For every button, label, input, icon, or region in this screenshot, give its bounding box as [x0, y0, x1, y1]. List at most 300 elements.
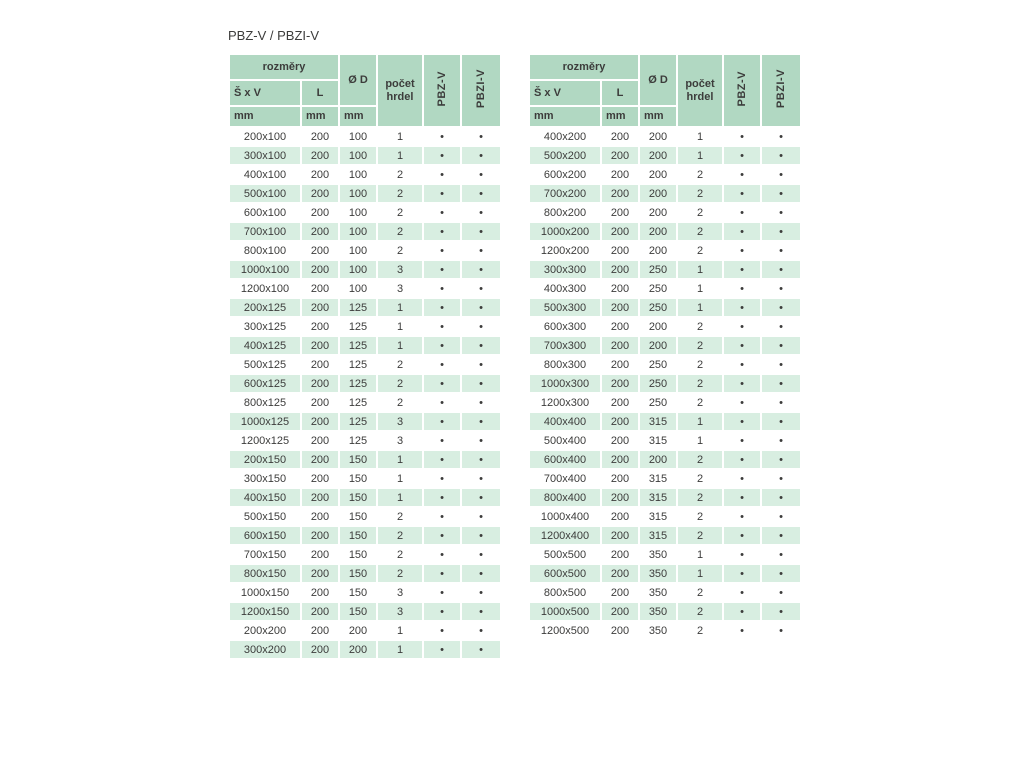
cell-pocet-hrdel: 3 — [377, 431, 423, 450]
cell-sxv: 400x400 — [529, 412, 601, 431]
cell-pocet-hrdel: 1 — [677, 260, 723, 279]
cell-l: 200 — [301, 336, 339, 355]
unit-mm-l: mm — [301, 106, 339, 127]
table-row — [229, 469, 501, 488]
header-rozmery: rozměry — [529, 54, 639, 80]
cell-pbziv-dot: • — [461, 298, 501, 317]
cell-l: 200 — [601, 526, 639, 545]
cell-sxv: 400x300 — [529, 279, 601, 298]
cell-l: 200 — [601, 127, 639, 146]
table-row — [529, 393, 801, 412]
cell-sxv: 400x100 — [229, 165, 301, 184]
cell-sxv: 1000x150 — [229, 583, 301, 602]
cell-sxv: 1200x300 — [529, 393, 601, 412]
cell-pbziv-dot: • — [461, 602, 501, 621]
cell-pbzv-dot: • — [723, 393, 761, 412]
cell-l: 200 — [301, 127, 339, 146]
cell-pbziv-dot: • — [761, 203, 801, 222]
header-diameter: Ø D — [639, 54, 677, 106]
cell-pbziv-dot: • — [761, 241, 801, 260]
cell-sxv: 600x200 — [529, 165, 601, 184]
cell-l: 200 — [601, 146, 639, 165]
cell-sxv: 700x400 — [529, 469, 601, 488]
cell-diameter: 350 — [639, 564, 677, 583]
table-row — [229, 545, 501, 564]
cell-pbzv-dot: • — [723, 279, 761, 298]
cell-l: 200 — [301, 431, 339, 450]
cell-pbzv-dot: • — [723, 317, 761, 336]
cell-l: 200 — [301, 450, 339, 469]
cell-pbzv-dot: • — [723, 374, 761, 393]
table-row — [229, 241, 501, 260]
table-row — [529, 127, 801, 146]
cell-pbzv-dot: • — [423, 507, 461, 526]
cell-pocet-hrdel: 1 — [377, 488, 423, 507]
cell-sxv: 500x300 — [529, 298, 601, 317]
header-diameter: Ø D — [339, 54, 377, 106]
cell-diameter: 100 — [339, 165, 377, 184]
cell-pbziv-dot: • — [761, 450, 801, 469]
cell-pocet-hrdel: 2 — [677, 165, 723, 184]
cell-diameter: 200 — [639, 146, 677, 165]
cell-pbziv-dot: • — [461, 450, 501, 469]
cell-diameter: 100 — [339, 203, 377, 222]
cell-diameter: 315 — [639, 469, 677, 488]
cell-diameter: 200 — [639, 165, 677, 184]
cell-diameter: 315 — [639, 488, 677, 507]
cell-pocet-hrdel: 2 — [677, 488, 723, 507]
cell-diameter: 150 — [339, 488, 377, 507]
cell-diameter: 200 — [639, 450, 677, 469]
unit-mm-l: mm — [601, 106, 639, 127]
cell-sxv: 1000x300 — [529, 374, 601, 393]
cell-pbzv-dot: • — [423, 526, 461, 545]
cell-l: 200 — [301, 355, 339, 374]
cell-pocet-hrdel: 2 — [677, 621, 723, 640]
cell-pocet-hrdel: 2 — [377, 564, 423, 583]
cell-l: 200 — [301, 203, 339, 222]
cell-pocet-hrdel: 2 — [677, 184, 723, 203]
cell-pbziv-dot: • — [461, 127, 501, 146]
cell-diameter: 150 — [339, 450, 377, 469]
cell-l: 200 — [301, 260, 339, 279]
cell-pbzv-dot: • — [423, 355, 461, 374]
cell-sxv: 800x125 — [229, 393, 301, 412]
cell-pbziv-dot: • — [761, 526, 801, 545]
cell-pocet-hrdel: 2 — [677, 355, 723, 374]
table-row — [529, 602, 801, 621]
cell-l: 200 — [601, 241, 639, 260]
cell-diameter: 250 — [639, 393, 677, 412]
cell-sxv: 1000x200 — [529, 222, 601, 241]
table-row — [529, 412, 801, 431]
cell-pbziv-dot: • — [461, 412, 501, 431]
cell-pocet-hrdel: 3 — [377, 260, 423, 279]
cell-pbzv-dot: • — [723, 412, 761, 431]
cell-l: 200 — [301, 545, 339, 564]
cell-pocet-hrdel: 2 — [377, 526, 423, 545]
cell-pbziv-dot: • — [461, 222, 501, 241]
cell-sxv: 600x125 — [229, 374, 301, 393]
cell-diameter: 250 — [639, 279, 677, 298]
cell-pocet-hrdel: 2 — [677, 393, 723, 412]
table-row — [529, 469, 801, 488]
cell-diameter: 100 — [339, 279, 377, 298]
cell-diameter: 250 — [639, 374, 677, 393]
cell-pbzv-dot: • — [423, 545, 461, 564]
cell-sxv: 1000x100 — [229, 260, 301, 279]
cell-l: 200 — [601, 412, 639, 431]
cell-pbziv-dot: • — [461, 507, 501, 526]
cell-pbziv-dot: • — [761, 355, 801, 374]
cell-pbzv-dot: • — [423, 336, 461, 355]
cell-diameter: 100 — [339, 260, 377, 279]
cell-sxv: 500x500 — [529, 545, 601, 564]
cell-pbziv-dot: • — [461, 203, 501, 222]
cell-pbziv-dot: • — [461, 279, 501, 298]
table-row — [529, 260, 801, 279]
cell-pbzv-dot: • — [423, 146, 461, 165]
cell-l: 200 — [601, 488, 639, 507]
cell-pbziv-dot: • — [761, 146, 801, 165]
cell-pbzv-dot: • — [423, 469, 461, 488]
cell-diameter: 200 — [639, 222, 677, 241]
cell-pbziv-dot: • — [461, 146, 501, 165]
cell-l: 200 — [601, 355, 639, 374]
cell-l: 200 — [301, 165, 339, 184]
table-row — [529, 241, 801, 260]
cell-diameter: 100 — [339, 184, 377, 203]
cell-sxv: 800x200 — [529, 203, 601, 222]
cell-pbzv-dot: • — [423, 184, 461, 203]
cell-sxv: 700x100 — [229, 222, 301, 241]
header-l: L — [601, 80, 639, 106]
cell-pbzv-dot: • — [423, 393, 461, 412]
cell-pocet-hrdel: 1 — [377, 127, 423, 146]
table-row — [229, 640, 501, 659]
table-row — [229, 431, 501, 450]
table-row — [229, 583, 501, 602]
table-header — [229, 54, 501, 127]
cell-pbziv-dot: • — [761, 507, 801, 526]
cell-l: 200 — [601, 374, 639, 393]
cell-pbzv-dot: • — [723, 241, 761, 260]
cell-pocet-hrdel: 3 — [377, 583, 423, 602]
cell-pbzv-dot: • — [723, 355, 761, 374]
cell-pocet-hrdel: 2 — [377, 222, 423, 241]
cell-pocet-hrdel: 1 — [677, 545, 723, 564]
cell-sxv: 1000x125 — [229, 412, 301, 431]
cell-diameter: 315 — [639, 507, 677, 526]
cell-sxv: 700x300 — [529, 336, 601, 355]
cell-diameter: 100 — [339, 241, 377, 260]
cell-pocet-hrdel: 2 — [677, 317, 723, 336]
cell-pbziv-dot: • — [461, 583, 501, 602]
table-row — [229, 127, 501, 146]
cell-pbzv-dot: • — [423, 241, 461, 260]
cell-sxv: 300x125 — [229, 317, 301, 336]
cell-diameter: 200 — [639, 336, 677, 355]
cell-pbziv-dot: • — [761, 298, 801, 317]
cell-l: 200 — [601, 545, 639, 564]
cell-pocet-hrdel: 2 — [677, 583, 723, 602]
cell-diameter: 150 — [339, 564, 377, 583]
cell-l: 200 — [301, 564, 339, 583]
cell-pocet-hrdel: 1 — [677, 279, 723, 298]
cell-pocet-hrdel: 2 — [677, 241, 723, 260]
cell-l: 200 — [301, 583, 339, 602]
cell-l: 200 — [301, 184, 339, 203]
cell-pbziv-dot: • — [461, 165, 501, 184]
cell-pocet-hrdel: 1 — [677, 412, 723, 431]
table-row — [229, 507, 501, 526]
cell-pocet-hrdel: 2 — [677, 336, 723, 355]
cell-pbzv-dot: • — [723, 450, 761, 469]
table-row — [529, 222, 801, 241]
cell-pocet-hrdel: 2 — [677, 374, 723, 393]
cell-pocet-hrdel: 1 — [677, 431, 723, 450]
cell-sxv: 600x500 — [529, 564, 601, 583]
cell-pbziv-dot: • — [761, 374, 801, 393]
cell-pbziv-dot: • — [461, 374, 501, 393]
cell-sxv: 400x200 — [529, 127, 601, 146]
cell-pbziv-dot: • — [761, 412, 801, 431]
cell-pbzv-dot: • — [423, 621, 461, 640]
cell-pbzv-dot: • — [423, 203, 461, 222]
cell-diameter: 125 — [339, 336, 377, 355]
table-row — [229, 602, 501, 621]
header-sxv: Š x V — [229, 80, 301, 106]
cell-sxv: 500x150 — [229, 507, 301, 526]
cell-l: 200 — [301, 317, 339, 336]
table-row — [529, 336, 801, 355]
cell-l: 200 — [301, 621, 339, 640]
cell-l: 200 — [601, 222, 639, 241]
table-row — [529, 583, 801, 602]
cell-pbzv-dot: • — [723, 526, 761, 545]
cell-pbziv-dot: • — [761, 127, 801, 146]
header-pbzv — [723, 54, 761, 127]
cell-diameter: 350 — [639, 621, 677, 640]
unit-mm-od: mm — [639, 106, 677, 127]
cell-pocet-hrdel: 2 — [377, 203, 423, 222]
cell-l: 200 — [601, 583, 639, 602]
cell-diameter: 250 — [639, 260, 677, 279]
cell-pbziv-dot: • — [761, 393, 801, 412]
cell-pocet-hrdel: 2 — [677, 526, 723, 545]
cell-sxv: 1000x500 — [529, 602, 601, 621]
cell-diameter: 125 — [339, 317, 377, 336]
cell-sxv: 300x300 — [529, 260, 601, 279]
cell-pbziv-dot: • — [461, 545, 501, 564]
table-row — [229, 165, 501, 184]
cell-pbziv-dot: • — [461, 564, 501, 583]
table-row — [229, 317, 501, 336]
cell-pbziv-dot: • — [461, 393, 501, 412]
cell-pocet-hrdel: 2 — [677, 469, 723, 488]
table-row — [529, 165, 801, 184]
cell-pbzv-dot: • — [423, 127, 461, 146]
cell-pbziv-dot: • — [461, 317, 501, 336]
cell-pbzv-dot: • — [723, 431, 761, 450]
cell-l: 200 — [301, 602, 339, 621]
cell-pbzv-dot: • — [423, 602, 461, 621]
table-header — [529, 54, 801, 127]
cell-sxv: 600x400 — [529, 450, 601, 469]
cell-sxv: 700x150 — [229, 545, 301, 564]
table-row — [229, 526, 501, 545]
cell-pbzv-dot: • — [423, 431, 461, 450]
cell-pbziv-dot: • — [761, 279, 801, 298]
unit-mm-od: mm — [339, 106, 377, 127]
cell-diameter: 150 — [339, 602, 377, 621]
cell-pocet-hrdel: 1 — [377, 336, 423, 355]
cell-diameter: 350 — [639, 545, 677, 564]
cell-l: 200 — [601, 260, 639, 279]
cell-pbzv-dot: • — [423, 412, 461, 431]
cell-pbziv-dot: • — [761, 222, 801, 241]
cell-pocet-hrdel: 1 — [377, 469, 423, 488]
cell-sxv: 600x300 — [529, 317, 601, 336]
cell-diameter: 125 — [339, 374, 377, 393]
cell-sxv: 400x125 — [229, 336, 301, 355]
cell-pbzv-dot: • — [423, 165, 461, 184]
header-l: L — [301, 80, 339, 106]
cell-pocet-hrdel: 1 — [677, 298, 723, 317]
cell-pbziv-dot: • — [461, 640, 501, 659]
table-row — [529, 203, 801, 222]
cell-pbzv-dot: • — [423, 298, 461, 317]
cell-pocet-hrdel: 1 — [377, 621, 423, 640]
catalog-page — [228, 28, 802, 660]
cell-l: 200 — [301, 393, 339, 412]
cell-l: 200 — [301, 526, 339, 545]
cell-diameter: 150 — [339, 469, 377, 488]
table-row — [229, 450, 501, 469]
cell-diameter: 100 — [339, 146, 377, 165]
cell-pbziv-dot: • — [761, 336, 801, 355]
header-pbzv-label: PBZ-V — [735, 71, 748, 107]
cell-sxv: 600x100 — [229, 203, 301, 222]
header-pocet-hrdel: počet hrdel — [377, 54, 423, 127]
cell-diameter: 100 — [339, 127, 377, 146]
cell-pbziv-dot: • — [461, 241, 501, 260]
cell-l: 200 — [601, 165, 639, 184]
header-sxv: Š x V — [529, 80, 601, 106]
header-pbziv-label: PBZI-V — [474, 69, 487, 109]
cell-l: 200 — [601, 450, 639, 469]
table-row — [529, 146, 801, 165]
cell-sxv: 300x150 — [229, 469, 301, 488]
cell-pbzv-dot: • — [423, 260, 461, 279]
cell-pbzv-dot: • — [723, 184, 761, 203]
cell-pocet-hrdel: 1 — [377, 317, 423, 336]
cell-pocet-hrdel: 2 — [677, 203, 723, 222]
cell-diameter: 200 — [639, 184, 677, 203]
table-row — [229, 355, 501, 374]
cell-l: 200 — [601, 298, 639, 317]
cell-diameter: 200 — [639, 317, 677, 336]
cell-pocet-hrdel: 3 — [377, 279, 423, 298]
cell-l: 200 — [601, 431, 639, 450]
cell-pbzv-dot: • — [723, 203, 761, 222]
cell-pocet-hrdel: 2 — [677, 222, 723, 241]
table-row — [229, 260, 501, 279]
cell-l: 200 — [601, 469, 639, 488]
cell-sxv: 1200x100 — [229, 279, 301, 298]
cell-l: 200 — [301, 222, 339, 241]
table-row — [529, 355, 801, 374]
cell-diameter: 200 — [339, 640, 377, 659]
unit-mm-sxv: mm — [529, 106, 601, 127]
cell-pbziv-dot: • — [761, 260, 801, 279]
cell-pocet-hrdel: 2 — [377, 393, 423, 412]
cell-pbzv-dot: • — [423, 583, 461, 602]
cell-pbziv-dot: • — [761, 165, 801, 184]
table-row — [529, 564, 801, 583]
cell-diameter: 100 — [339, 222, 377, 241]
cell-diameter: 200 — [639, 127, 677, 146]
cell-l: 200 — [601, 336, 639, 355]
table-row — [229, 393, 501, 412]
cell-l: 200 — [301, 640, 339, 659]
cell-sxv: 300x200 — [229, 640, 301, 659]
cell-l: 200 — [601, 203, 639, 222]
cell-diameter: 150 — [339, 526, 377, 545]
cell-sxv: 800x100 — [229, 241, 301, 260]
table-row — [529, 298, 801, 317]
cell-l: 200 — [601, 602, 639, 621]
cell-pocet-hrdel: 1 — [377, 146, 423, 165]
cell-l: 200 — [301, 507, 339, 526]
cell-l: 200 — [301, 146, 339, 165]
table-row — [529, 621, 801, 640]
table-row — [529, 488, 801, 507]
cell-diameter: 125 — [339, 355, 377, 374]
cell-diameter: 315 — [639, 526, 677, 545]
cell-pbziv-dot: • — [461, 355, 501, 374]
table-row — [229, 412, 501, 431]
cell-sxv: 500x125 — [229, 355, 301, 374]
unit-mm-sxv: mm — [229, 106, 301, 127]
cell-pocet-hrdel: 2 — [377, 241, 423, 260]
table-row — [229, 488, 501, 507]
cell-pbzv-dot: • — [723, 621, 761, 640]
cell-diameter: 315 — [639, 412, 677, 431]
header-pocet-hrdel: počet hrdel — [677, 54, 723, 127]
cell-l: 200 — [301, 279, 339, 298]
cell-pocet-hrdel: 1 — [377, 450, 423, 469]
cell-sxv: 500x400 — [529, 431, 601, 450]
table-row — [229, 564, 501, 583]
cell-sxv: 500x100 — [229, 184, 301, 203]
cell-pbziv-dot: • — [461, 526, 501, 545]
cell-pbziv-dot: • — [761, 431, 801, 450]
cell-diameter: 150 — [339, 507, 377, 526]
cell-pocet-hrdel: 2 — [377, 165, 423, 184]
cell-sxv: 800x300 — [529, 355, 601, 374]
cell-pbzv-dot: • — [723, 127, 761, 146]
cell-pbzv-dot: • — [423, 564, 461, 583]
table-row — [229, 279, 501, 298]
cell-pbziv-dot: • — [461, 336, 501, 355]
table-row — [229, 203, 501, 222]
cell-pbzv-dot: • — [423, 640, 461, 659]
cell-sxv: 1200x400 — [529, 526, 601, 545]
cell-l: 200 — [301, 488, 339, 507]
table-row — [229, 621, 501, 640]
cell-sxv: 400x150 — [229, 488, 301, 507]
